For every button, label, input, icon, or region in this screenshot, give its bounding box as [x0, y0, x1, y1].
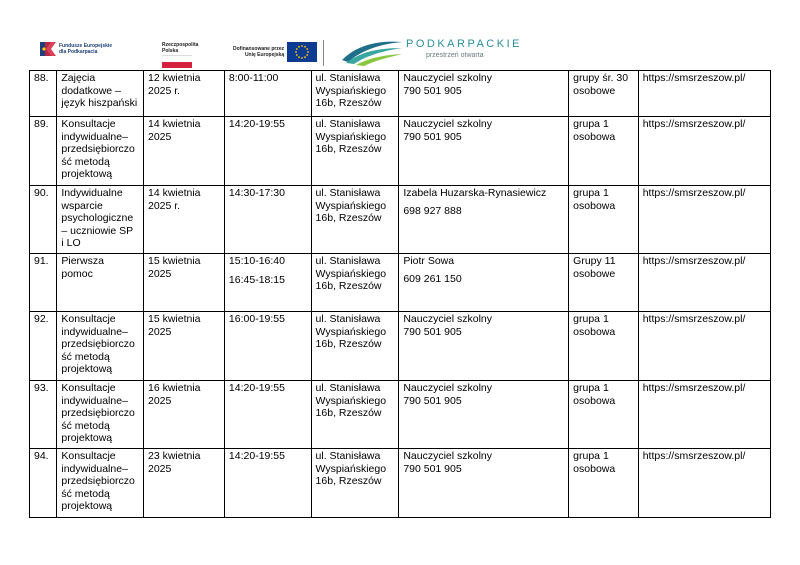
activity-group-text: grupa 1 — [573, 187, 609, 199]
activity-name-text: projektową — [61, 168, 113, 181]
activity-group-text: osobowe — [573, 84, 616, 97]
activity-name-text: Konsultacje — [61, 313, 116, 325]
row-number-text: 92. — [34, 313, 49, 325]
activity-name-text: przedsiębiorczo — [61, 475, 135, 488]
activity-group — [569, 71, 639, 117]
activity-url — [638, 186, 770, 254]
activity-person-text: 790 501 905 — [403, 325, 462, 338]
activity-place-text: ul. Stanisława — [315, 450, 381, 462]
activity-name-text: dodatkowe – — [61, 84, 121, 97]
rzeczpospolita-polska-logo — [162, 42, 202, 70]
row-number-text: 90. — [34, 187, 49, 199]
podkarpackie-hills-icon — [342, 36, 404, 66]
activity-date — [143, 186, 224, 254]
polish-flag-icon — [162, 55, 192, 67]
activity-url — [638, 449, 770, 518]
eu-flag-icon — [287, 42, 317, 62]
activity-group-text: grupa 1 — [573, 382, 609, 394]
activity-group — [569, 254, 639, 312]
activity-name-text: ść metodą — [61, 350, 110, 363]
row-number — [30, 186, 57, 254]
activity-person — [399, 381, 569, 449]
activity-name-text: – uczniowie SP — [61, 224, 134, 237]
activity-date-text: 2025 — [147, 325, 172, 338]
activity-name-text: ść metodą — [61, 419, 110, 432]
activity-url-text: https://smsrzeszow.pl/ — [642, 313, 746, 325]
activity-group-text: osobowa — [573, 462, 616, 475]
activity-place-text: ul. Stanisława — [315, 382, 381, 394]
activity-place-text: 16b, Rzeszów — [315, 212, 382, 225]
eu-logo-line: Dofinansowane przez — [233, 46, 285, 52]
activity-name-text: indywidualne– — [61, 130, 128, 143]
activity-date — [143, 381, 224, 449]
activity-place-text: 16b, Rzeszów — [315, 407, 382, 420]
activity-url-text: https://smsrzeszow.pl/ — [642, 118, 746, 130]
activity-time-text: 14:20-19:55 — [228, 382, 285, 394]
fe-logo-line: dla Podkarpacia — [59, 49, 98, 55]
activity-group-text: grupa 1 — [573, 118, 609, 130]
activity-time — [224, 449, 311, 518]
activity-place-text: ul. Stanisława — [315, 118, 381, 130]
region-tagline: przestrzeń otwarta — [426, 52, 484, 59]
activity-person-text: 790 501 905 — [403, 394, 462, 407]
activity-person-text: 790 501 905 — [403, 462, 462, 475]
activity-place-text: 16b, Rzeszów — [315, 97, 382, 110]
activity-place — [311, 449, 399, 518]
activity-name-text: indywidualne– — [61, 325, 128, 338]
activity-name-text: i LO — [61, 237, 81, 250]
activity-group — [569, 186, 639, 254]
activity-time — [224, 186, 311, 254]
activity-name-text: przedsiębiorczo — [61, 338, 135, 351]
activity-group-text: grupy śr. 30 — [573, 72, 629, 84]
activity-date — [143, 71, 224, 117]
activity-group-text: osobowa — [573, 325, 616, 338]
activity-name-text: indywidualne– — [61, 462, 128, 475]
activity-group — [569, 312, 639, 381]
activity-place-text: 16b, Rzeszów — [315, 475, 382, 488]
activity-name-text: ść metodą — [61, 487, 110, 500]
activity-date-text: 2025 — [147, 394, 172, 407]
header-divider — [323, 40, 324, 66]
podkarpackie-logo — [342, 36, 522, 66]
activity-url — [638, 71, 770, 117]
table-row — [30, 71, 771, 117]
activity-name-text: projektową — [61, 432, 113, 445]
row-number-text: 88. — [34, 72, 49, 84]
activity-date-text: 14 kwietnia — [147, 187, 201, 199]
fundusze-europejskie-logo — [40, 42, 112, 56]
activity-person — [399, 117, 569, 186]
activity-time — [224, 254, 311, 312]
activity-date — [143, 449, 224, 518]
activity-place-text: ul. Stanisława — [315, 187, 381, 199]
activity-name-text: indywidualne– — [61, 394, 128, 407]
activity-person-text: Nauczyciel szkolny — [403, 118, 493, 130]
row-number — [30, 312, 57, 381]
activity-group — [569, 449, 639, 518]
activity-person-text: Nauczyciel szkolny — [403, 382, 493, 394]
activity-place-text: Wyspiańskiego — [315, 267, 387, 280]
activity-place-text: ul. Stanisława — [315, 72, 381, 84]
activity-date-text: 2025 — [147, 267, 172, 280]
activity-place-text: Wyspiańskiego — [315, 394, 387, 407]
activity-group-text: Grupy 11 — [573, 255, 616, 267]
activity-person — [399, 254, 569, 312]
activity-name-text: Pierwsza — [61, 255, 104, 267]
activity-person-text: 609 261 150 — [403, 272, 462, 285]
activity-date-text: 2025 r. — [147, 84, 181, 97]
activity-url — [638, 381, 770, 449]
table-row — [30, 381, 771, 449]
activity-person-text: Piotr Sowa — [403, 255, 455, 267]
activity-person-text: 790 501 905 — [403, 130, 462, 143]
table-row — [30, 117, 771, 186]
activity-name — [57, 71, 144, 117]
activity-group — [569, 117, 639, 186]
activity-place — [311, 117, 399, 186]
activity-name — [57, 254, 144, 312]
activity-group-text: osobowe — [573, 267, 616, 280]
activity-place-text: 16b, Rzeszów — [315, 143, 382, 156]
activity-time-text: 15:10-16:40 — [228, 255, 285, 267]
activity-name-text: wsparcie — [61, 199, 103, 212]
activity-name — [57, 381, 144, 449]
activity-date-text: 14 kwietnia — [147, 118, 201, 130]
activity-date — [143, 254, 224, 312]
activity-date-text: 23 kwietnia — [147, 450, 201, 462]
activity-place — [311, 254, 399, 312]
activity-place — [311, 186, 399, 254]
activity-date-text: 2025 r. — [147, 199, 181, 212]
activity-time-text: 14:30-17:30 — [228, 187, 285, 199]
activity-date — [143, 312, 224, 381]
eu-cofunding-logo — [233, 42, 317, 62]
activity-person — [399, 449, 569, 518]
activity-place-text: Wyspiańskiego — [315, 462, 387, 475]
events-table — [29, 70, 771, 518]
activity-person — [399, 71, 569, 117]
fe-flag-icon — [40, 42, 56, 56]
activity-name — [57, 449, 144, 518]
activity-group — [569, 381, 639, 449]
activity-name-text: Konsultacje — [61, 382, 116, 394]
activity-person-text: 790 501 905 — [403, 84, 462, 97]
activity-person-text: Nauczyciel szkolny — [403, 72, 493, 84]
activity-url — [638, 312, 770, 381]
activity-time — [224, 312, 311, 381]
activity-time-text: 14:20-19:55 — [228, 118, 285, 130]
activity-name — [57, 312, 144, 381]
activity-url-text: https://smsrzeszow.pl/ — [642, 72, 746, 84]
activity-name — [57, 117, 144, 186]
row-number — [30, 381, 57, 449]
activity-date-text: 15 kwietnia — [147, 313, 201, 325]
activity-url-text: https://smsrzeszow.pl/ — [642, 450, 746, 462]
table-row — [30, 254, 771, 312]
activity-name-text: ść metodą — [61, 155, 110, 168]
activity-place — [311, 312, 399, 381]
activity-place — [311, 71, 399, 117]
activity-url-text: https://smsrzeszow.pl/ — [642, 382, 746, 394]
activity-group-text: osobowa — [573, 394, 616, 407]
activity-time — [224, 117, 311, 186]
activity-group-text: osobowa — [573, 130, 616, 143]
table-row — [30, 449, 771, 518]
region-name: PODKARPACKIE — [406, 38, 522, 50]
fe-logo-line: Fundusze Europejskie — [59, 43, 113, 49]
activity-time-text: 16:45-18:15 — [228, 273, 285, 286]
activity-date-text: 2025 — [147, 462, 172, 475]
row-number — [30, 71, 57, 117]
activity-place-text: Wyspiańskiego — [315, 325, 387, 338]
activity-date-text: 12 kwietnia — [147, 72, 201, 84]
eu-logo-line: Unię Europejską — [244, 52, 285, 58]
activity-date-text: 2025 — [147, 130, 172, 143]
activity-place-text: Wyspiańskiego — [315, 199, 387, 212]
activity-time-text: 14:20-19:55 — [228, 450, 285, 462]
activity-person-text: 698 927 888 — [403, 204, 462, 217]
activity-url-text: https://smsrzeszow.pl/ — [642, 187, 746, 199]
activity-url — [638, 254, 770, 312]
row-number — [30, 117, 57, 186]
activity-place-text: Wyspiańskiego — [315, 130, 387, 143]
activity-date — [143, 117, 224, 186]
activity-url — [638, 117, 770, 186]
row-number-text: 94. — [34, 450, 49, 462]
activity-date-text: 16 kwietnia — [147, 382, 201, 394]
page-header — [0, 36, 800, 70]
activity-name-text: projektową — [61, 500, 113, 513]
row-number — [30, 254, 57, 312]
row-number-text: 89. — [34, 118, 49, 130]
activity-name-text: Konsultacje — [61, 450, 116, 462]
table-row — [30, 312, 771, 381]
activity-time — [224, 381, 311, 449]
activity-time-text: 16:00-19:55 — [228, 313, 285, 325]
events-table-body — [30, 71, 771, 518]
activity-time — [224, 71, 311, 117]
activity-name-text: przedsiębiorczo — [61, 407, 135, 420]
activity-group-text: grupa 1 — [573, 450, 609, 462]
activity-name-text: Konsultacje — [61, 118, 116, 130]
rp-logo-line: Polska — [162, 48, 179, 54]
activity-person-text: Izabela Huzarska-Rynasiewicz — [403, 187, 547, 199]
activity-place-text: 16b, Rzeszów — [315, 280, 382, 293]
row-number-text: 93. — [34, 382, 49, 394]
activity-place-text: ul. Stanisława — [315, 255, 381, 267]
activity-name-text: psychologiczne — [61, 212, 134, 225]
activity-name-text: Zajęcia — [61, 72, 96, 84]
activity-name-text: projektową — [61, 363, 113, 376]
activity-name-text: przedsiębiorczo — [61, 143, 135, 156]
activity-person — [399, 186, 569, 254]
activity-person-text: Nauczyciel szkolny — [403, 313, 493, 325]
activity-name — [57, 186, 144, 254]
activity-group-text: osobowa — [573, 199, 616, 212]
row-number-text: 91. — [34, 255, 49, 267]
activity-time-text: 8:00-11:00 — [228, 72, 279, 84]
activity-date-text: 15 kwietnia — [147, 255, 201, 267]
activity-person-text: Nauczyciel szkolny — [403, 450, 493, 462]
activity-name-text: pomoc — [61, 267, 93, 280]
activity-place — [311, 381, 399, 449]
activity-group-text: grupa 1 — [573, 313, 609, 325]
activity-name-text: język hiszpański — [61, 97, 138, 110]
activity-url-text: https://smsrzeszow.pl/ — [642, 255, 746, 267]
rp-logo-line: Rzeczpospolita — [162, 42, 199, 48]
activity-place-text: Wyspiańskiego — [315, 84, 387, 97]
activity-person — [399, 312, 569, 381]
activity-place-text: 16b, Rzeszów — [315, 338, 382, 351]
activity-place-text: ul. Stanisława — [315, 313, 381, 325]
table-row — [30, 186, 771, 254]
row-number — [30, 449, 57, 518]
activity-name-text: Indywidualne — [61, 187, 123, 199]
